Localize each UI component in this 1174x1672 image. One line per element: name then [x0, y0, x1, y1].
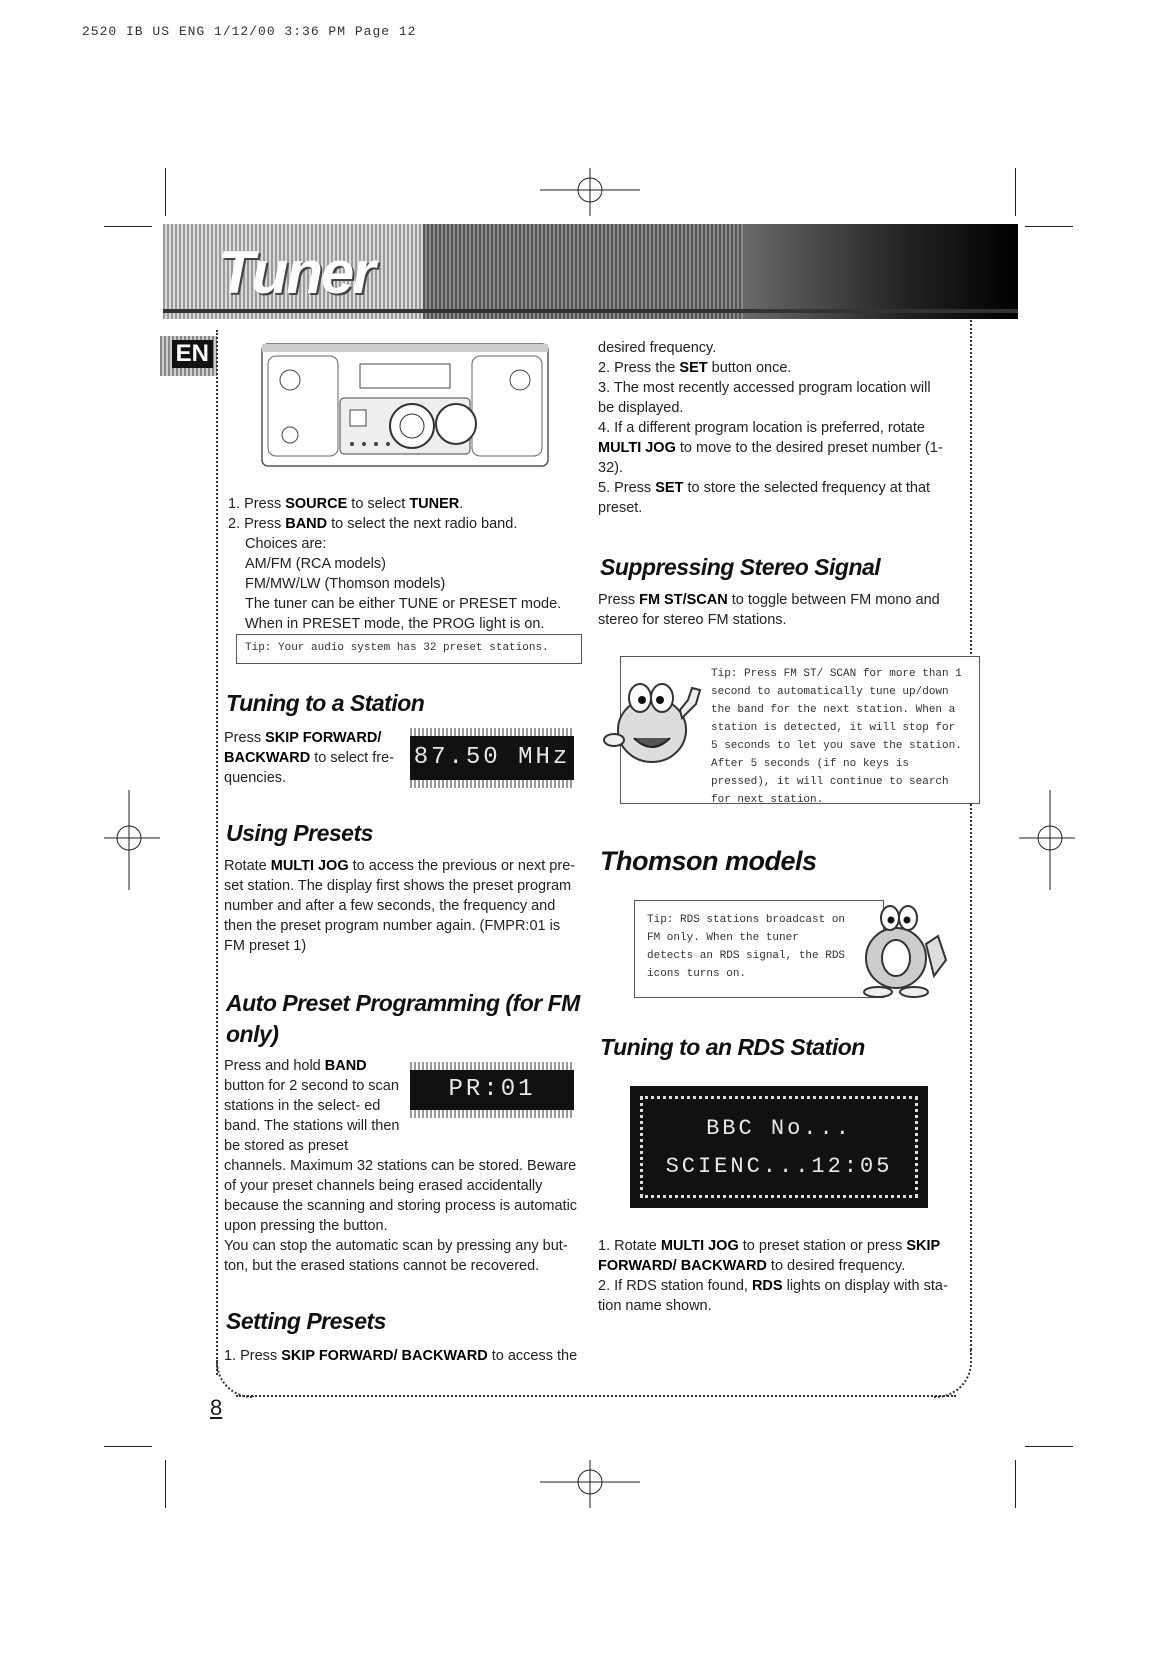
key-source: SOURCE — [285, 496, 348, 512]
frame-bottom-border — [236, 1395, 956, 1397]
step-number: 2. — [228, 516, 245, 532]
auto-preset-text-top — [224, 1056, 400, 1156]
step-text: to select the next radio band. — [327, 516, 518, 532]
body-text: Press — [224, 730, 266, 746]
step-text: to select — [347, 496, 410, 512]
stereo-unit-illustration — [260, 340, 550, 470]
registration-mark-bottom — [540, 1460, 640, 1510]
body-text: to access the — [487, 1348, 578, 1364]
tip-box-presets — [236, 634, 582, 664]
key-fm-st-scan: FM ST/SCAN — [639, 592, 728, 608]
setting-presets-text — [224, 1346, 584, 1366]
crop-mark-tr-v — [1015, 168, 1016, 216]
heading-line-1: Auto Preset Programming (for FM — [226, 990, 580, 1016]
tip-text: Tip: RDS stations broadcast on FM only. When the tuner detects an RDS signal, the RDS icons turns on. — [647, 914, 846, 980]
body-text: 1. Rotate — [598, 1238, 661, 1254]
heading-tuning-station: Tuning to a Station — [226, 690, 425, 716]
body-text: button for 2 second to scan stations in the select- ed band. The stations will then be stored as preset — [224, 1078, 400, 1154]
auto-preset-para-1: channels. Maximum 32 stations can be stored. Beware of your preset channels being erased accidentally because the scanning and storing process is automatic upon pressing the button. — [224, 1158, 578, 1234]
tip-text: Tip: Press FM ST/ SCAN for more than 1 second to automatically tune up/down the band for the next station. When a station is detected, it will stop for 5 seconds to let you save the station. After 5 seconds (if no keys is pressed), it will continue to search for next station. — [711, 668, 962, 806]
key-tuner: TUNER — [409, 496, 460, 512]
lcd-preset-panel — [410, 1062, 574, 1118]
intro-step-2 — [228, 514, 568, 534]
tuning-station-text — [224, 728, 404, 788]
registration-mark-right — [1015, 790, 1075, 890]
frame-corner-br — [934, 1350, 972, 1398]
heading-auto-preset — [226, 988, 580, 1050]
intro-step-1 — [228, 494, 568, 514]
body-text: 1. Press — [224, 1348, 282, 1364]
mascot-pointing-icon — [856, 900, 952, 1000]
step-text: Press — [244, 496, 286, 512]
suppressing-text — [598, 590, 950, 630]
heading-suppressing-stereo: Suppressing Stereo Signal — [600, 554, 881, 580]
step-5 — [598, 478, 950, 518]
key-rds: RDS — [751, 1278, 783, 1294]
key-set: SET — [679, 360, 708, 376]
rds-step-1 — [598, 1236, 954, 1276]
key-multi-jog: MULTI JOG — [270, 858, 349, 874]
body-text: button once. — [707, 360, 792, 376]
body-text: 5. Press — [598, 480, 656, 496]
lcd-preset: PR:01 — [410, 1070, 574, 1110]
choice-rca: AM/FM (RCA models) — [245, 556, 386, 572]
rds-step-2 — [598, 1276, 954, 1316]
body-text: Press — [598, 592, 640, 608]
auto-preset-para-2: You can stop the automatic scan by pressing any but- ton, but the erased stations cannot be recovered. — [224, 1238, 568, 1274]
body-text: to select fre- quencies. — [224, 750, 394, 786]
body-text: Rotate — [224, 858, 271, 874]
key-skip: SKIP FORWARD/ BACKWARD — [224, 730, 382, 766]
step-text: . — [459, 496, 464, 512]
registration-mark-left — [104, 790, 164, 890]
crop-mark-tl-v — [165, 168, 166, 216]
rds-steps — [598, 1236, 954, 1316]
body-text: 2. Press the — [598, 360, 680, 376]
step-2 — [598, 358, 950, 378]
lcd-rds-line-1: BBC No... — [706, 1116, 852, 1141]
lcd-frequency: 87.50 MHz — [410, 736, 574, 780]
tip-box-rds — [634, 900, 884, 998]
setting-presets-steps — [598, 338, 950, 518]
crop-mark-tl-h — [104, 226, 152, 227]
step-continued: desired frequency. — [598, 340, 717, 356]
auto-preset-text-bottom — [224, 1156, 580, 1276]
prog-light-note: When in PRESET mode, the PROG light is on. — [245, 616, 545, 632]
tune-mode-note: The tuner can be either TUNE or PRESET mode. — [245, 596, 562, 612]
lcd-frequency-panel — [410, 728, 574, 788]
heading-rds-station: Tuning to an RDS Station — [600, 1034, 865, 1060]
body-text: 4. If a different program location is preferred, rotate — [598, 420, 925, 436]
using-presets-text — [224, 856, 580, 956]
frame-right-border — [970, 320, 972, 1350]
key-band: BAND — [285, 516, 328, 532]
body-text: to toggle between FM mono and stereo for stereo FM stations. — [598, 592, 940, 628]
key-multi-jog: MULTI JOG — [598, 440, 676, 456]
key-band: BAND — [324, 1058, 367, 1074]
print-header: 2520 IB US ENG 1/12/00 3:36 PM Page 12 — [82, 24, 417, 39]
intro-steps — [228, 494, 568, 634]
heading-using-presets: Using Presets — [226, 820, 373, 846]
step-text: Press — [244, 516, 286, 532]
key-skip: SKIP FORWARD/ BACKWARD — [598, 1238, 940, 1274]
crop-mark-br-h — [1025, 1446, 1073, 1447]
body-text: 2. If RDS station found, — [598, 1278, 752, 1294]
registration-mark-top — [540, 168, 640, 218]
crop-mark-bl-v — [165, 1460, 166, 1508]
lcd-rds-panel — [630, 1086, 928, 1208]
language-tab-label: EN — [172, 340, 213, 368]
body-text: to desired frequency. — [766, 1258, 906, 1274]
key-set: SET — [655, 480, 684, 496]
lcd-rds-line-2: SCIENC...12:05 — [665, 1154, 893, 1179]
crop-mark-br-v — [1015, 1460, 1016, 1508]
body-text: to move to the desired preset number (1- 32). — [598, 440, 943, 476]
body-text: Press and hold — [224, 1058, 325, 1074]
language-tab — [160, 336, 217, 376]
heading-line-2: only) — [226, 1021, 279, 1047]
step-4 — [598, 418, 950, 478]
page-number: 8 — [210, 1395, 223, 1420]
mascot-thumbs-up-icon — [600, 664, 710, 774]
tip-text: Tip: Your audio system has 32 preset stations. — [245, 642, 549, 654]
crop-mark-bl-h — [104, 1446, 152, 1447]
body-text: lights on display with sta- tion name shown. — [598, 1278, 948, 1314]
body-text: to preset station or press — [738, 1238, 907, 1254]
choice-thomson: FM/MW/LW (Thomson models) — [245, 576, 446, 592]
body-text: to store the selected frequency at that preset. — [598, 480, 931, 516]
frame-left-border — [216, 330, 218, 1375]
heading-thomson-models: Thomson models — [600, 846, 817, 876]
banner-title: Tuner — [218, 239, 374, 306]
choices-label: Choices are: — [245, 536, 327, 552]
body-text: to access the previous or next pre- set station. The display first shows the preset program number and after a few seconds, the frequency and then the preset program number again. (FMPR:01 is FM preset 1) — [224, 858, 576, 954]
key-multi-jog: MULTI JOG — [660, 1238, 739, 1254]
key-skip: SKIP FORWARD/ BACKWARD — [281, 1348, 488, 1364]
crop-mark-tr-h — [1025, 226, 1073, 227]
step-number: 1. — [228, 496, 245, 512]
heading-setting-presets: Setting Presets — [226, 1308, 386, 1334]
step-3: 3. The most recently accessed program location will be displayed. — [598, 380, 931, 416]
